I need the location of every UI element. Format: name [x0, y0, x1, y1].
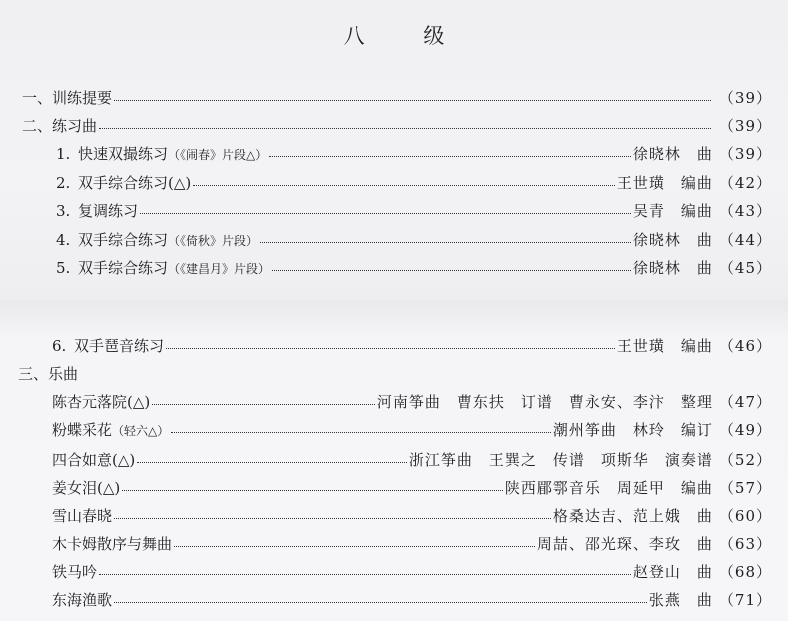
dot-leader — [114, 602, 647, 603]
toc-label: 姜女泪(△) — [52, 479, 121, 497]
dot-leader — [140, 213, 631, 214]
toc-note: （《倚秋》片段） — [168, 234, 259, 248]
dot-leader — [99, 128, 711, 129]
toc-row-etude — [52, 336, 772, 356]
dot-leader — [152, 404, 375, 405]
toc-row-section-2 — [22, 116, 772, 136]
toc-credit: 陕西郿鄠音乐 周延甲 编曲 — [504, 479, 713, 497]
toc-page-number: （45） — [718, 259, 772, 277]
dot-leader — [269, 156, 631, 157]
toc-page-number: （63） — [718, 535, 772, 553]
toc-page-number: （57） — [718, 479, 772, 497]
toc-row-piece — [52, 420, 772, 441]
toc-credit: 吴青 编曲 — [632, 202, 713, 220]
toc-page-number: （39） — [718, 89, 772, 107]
toc-label: 陈杏元落院(△) — [52, 393, 151, 411]
toc-number: 1. — [56, 145, 71, 163]
toc-label: 二、练习曲 — [22, 117, 98, 135]
toc-number: 4. — [56, 231, 71, 249]
dot-leader — [171, 432, 551, 433]
dot-leader — [114, 518, 551, 519]
toc-page-number: （39） — [718, 117, 772, 135]
toc-number: 5. — [56, 259, 71, 277]
toc-label: 雪山春晓 — [52, 507, 113, 525]
toc-number: 6. — [52, 337, 67, 355]
toc-label: 双手琶音练习 — [74, 337, 165, 355]
page-title: 八 级 — [343, 24, 471, 48]
toc-row-piece — [52, 590, 772, 610]
toc-page-number: （46） — [718, 337, 772, 355]
toc-row-piece — [52, 392, 772, 412]
toc-label: 粉蝶采花 — [52, 421, 113, 439]
toc-label: 复调练习 — [78, 202, 139, 220]
toc-number: 3. — [56, 202, 71, 220]
toc-page-number: （47） — [718, 393, 772, 411]
toc-credit: 王世璜 编曲 — [616, 174, 713, 192]
toc-row-etude — [56, 144, 772, 165]
toc-credit: 赵登山 曲 — [632, 563, 713, 581]
toc-number: 2. — [56, 174, 71, 192]
toc-page-number: （60） — [718, 507, 772, 525]
toc-page-number: （71） — [718, 591, 772, 609]
toc-page-number: （42） — [718, 174, 772, 192]
toc-credit: 浙江筝曲 王巽之 传谱 项斯华 演奏谱 — [408, 451, 713, 469]
dot-leader — [99, 574, 631, 575]
toc-row-etude — [56, 173, 772, 193]
toc-row-piece — [52, 506, 772, 526]
toc-credit: 徐晓林 曲 — [632, 145, 713, 163]
toc-credit: 周喆、邵光琛、李玫 曲 — [536, 535, 713, 553]
toc-page-number: （68） — [718, 563, 772, 581]
toc-label: 双手综合练习 — [78, 231, 169, 249]
toc-row-etude — [56, 258, 772, 279]
toc-row-piece — [52, 534, 772, 554]
toc-row-piece — [52, 562, 772, 582]
toc-label: 木卡姆散序与舞曲 — [52, 535, 173, 553]
dot-leader — [193, 185, 615, 186]
dot-leader — [272, 270, 631, 271]
toc-credit: 河南筝曲 曹东扶 订谱 曹永安、李汴 整理 — [376, 393, 713, 411]
dot-leader — [260, 242, 631, 243]
toc-note: （轻六△） — [112, 424, 170, 438]
toc-label: 双手综合练习(△) — [78, 174, 192, 192]
dot-leader — [137, 462, 407, 463]
toc-row-etude — [56, 201, 772, 221]
toc-credit: 张燕 曲 — [648, 591, 713, 609]
toc-credit: 潮州筝曲 林玲 编订 — [552, 421, 713, 439]
toc-label: 三、乐曲 — [18, 365, 79, 383]
toc-note: （《建昌月》片段） — [168, 262, 271, 276]
toc-page-number: （49） — [718, 421, 772, 439]
toc-row-piece — [52, 450, 772, 470]
toc-label: 一、训练提要 — [22, 89, 113, 107]
toc-row-section-1 — [22, 88, 772, 108]
toc-label: 四合如意(△) — [52, 451, 136, 469]
toc-row-piece — [52, 478, 772, 498]
toc-page-number: （43） — [718, 202, 772, 220]
toc-label: 铁马吟 — [52, 563, 98, 581]
dot-leader — [174, 546, 535, 547]
toc-label: 双手综合练习 — [78, 259, 169, 277]
toc-page-number: （44） — [718, 231, 772, 249]
toc-label: 快速双撮练习 — [78, 145, 169, 163]
toc-credit: 王世璜 编曲 — [616, 337, 713, 355]
toc-page-number: （39） — [718, 145, 772, 163]
toc-label: 东海渔歌 — [52, 591, 113, 609]
dot-leader — [122, 490, 503, 491]
toc-credit: 格桑达吉、范上娥 曲 — [552, 507, 713, 525]
dot-leader — [166, 348, 615, 349]
toc-row-section-3 — [18, 364, 78, 384]
toc-note: （《闹春》片段△） — [168, 148, 268, 162]
toc-page-number: （52） — [718, 451, 772, 469]
toc-row-etude — [56, 230, 772, 251]
dot-leader — [114, 100, 711, 101]
toc-credit: 徐晓林 曲 — [632, 259, 713, 277]
toc-credit: 徐晓林 曲 — [632, 231, 713, 249]
